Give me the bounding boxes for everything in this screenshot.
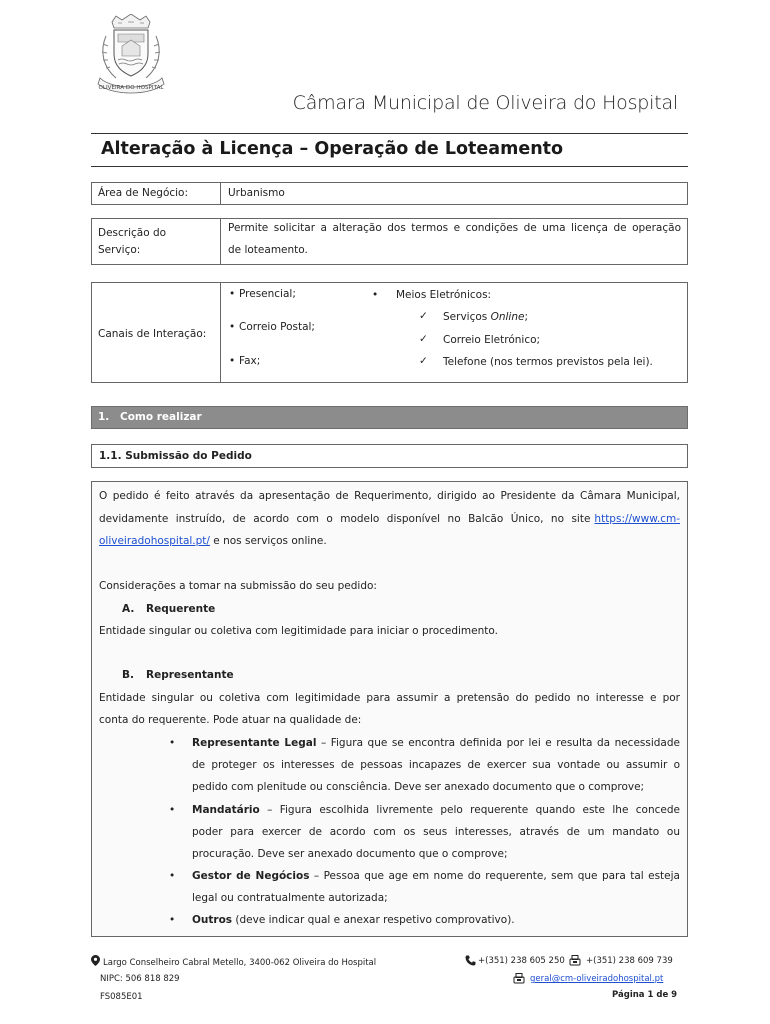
subsection-submissao [91, 444, 688, 468]
outros-line1: Outros (deve indicar qual e anexar respetivo comprovativo). [192, 914, 515, 926]
footer-nipc: NIPC: 506 818 829 [100, 974, 180, 984]
requerente-text: Entidade singular ou coletiva com legitimidade para iniciar o procedimento. [99, 625, 498, 637]
canal-bullet: • [229, 288, 236, 300]
page-number: Página 1 de 9 [612, 990, 678, 1000]
section-title: Como realizar [120, 411, 202, 423]
representante-legal-line2: de proteger os interesses de pessoas incapazes de exercer sua vontade ou assumir o [192, 759, 680, 771]
crest-ribbon-text: OLIVEIRA DO HOSPITAL [98, 85, 164, 91]
item-a-marker: A. [122, 603, 135, 615]
descricao-label-line1: Descrição do [98, 227, 167, 239]
footer-form-code: FS085E01 [100, 992, 143, 1002]
representante-line2: conta do requerente. Pode atuar na qualidade de: [99, 714, 362, 726]
body-p1-line3: oliveiradohospital.pt/ e nos serviços online. [99, 535, 327, 547]
location-pin-icon [91, 955, 100, 969]
area-negocio-label: Área de Negócio: [98, 187, 189, 199]
document-title: Alteração à Licença – Operação de Loteamento [101, 139, 564, 159]
check-icon: ✓ [419, 355, 428, 367]
descricao-label-line2: Serviço: [98, 244, 141, 256]
canal-bullet: • [229, 355, 236, 367]
representante-legal-line3: pedido com plenitude ou consciência. Deve ser anexado documento que o comprove; [192, 781, 645, 793]
canal-correio-eletronico: Correio Eletrónico; [443, 334, 541, 346]
section-como-realizar [91, 406, 688, 429]
footer-phone: +(351) 238 605 250 [478, 956, 565, 966]
footer-email-link[interactable]: geral@cm-oliveiradohospital.pt [530, 974, 664, 984]
representante-heading: Representante [146, 669, 234, 681]
canal-telefone: Telefone (nos termos previstos pela lei). [443, 356, 653, 368]
canal-correio-postal: Correio Postal; [239, 321, 315, 333]
municipality-name: Câmara Municipal de Oliveira do Hospital [292, 92, 678, 114]
item-b-marker: B. [122, 669, 134, 681]
email-icon [513, 973, 525, 987]
canais-label: Canais de Interação: [98, 328, 207, 340]
canal-bullet: • [229, 321, 236, 333]
descricao-value-line2: de loteamento. [228, 244, 308, 256]
footer-address: Largo Conselheiro Cabral Metello, 3400-062 Oliveira do Hospital [103, 958, 377, 968]
area-negocio-row [91, 182, 688, 205]
list-bullet: • [169, 914, 176, 926]
canal-fax: Fax; [239, 355, 261, 367]
canal-bullet: • [372, 289, 379, 301]
list-bullet: • [169, 804, 176, 816]
footer-fax: +(351) 238 609 739 [586, 956, 673, 966]
descricao-servico-row [91, 218, 688, 265]
canais-interacao-row [91, 282, 688, 383]
canal-presencial: Presencial; [239, 288, 296, 300]
mandatario-line2: poder para exercer de acordo com os seus interesses, através de um mandato ou [192, 826, 680, 838]
list-bullet: • [169, 870, 176, 882]
subsection-title: 1.1. Submissão do Pedido [99, 450, 252, 462]
gestor-negocios-line2: legal ou contratualmente autorizada; [192, 892, 388, 904]
section-number: 1. [98, 411, 110, 423]
canal-servicos-online: Serviços Online; [443, 311, 528, 323]
representante-legal-line1: Representante Legal – Figura que se encontra definida por lei e resulta da necessidade [192, 737, 680, 749]
title-top-rule [91, 133, 688, 134]
mandatario-line1: Mandatário – Figura escolhida livremente pelo requerente quando este lhe concede [192, 804, 680, 816]
body-p1-line1: O pedido é feito através da apresentação de Requerimento, dirigido ao Presidente da Câmara Municipal, [99, 490, 680, 502]
municipal-crest-logo [92, 14, 170, 98]
requerente-heading: Requerente [146, 603, 216, 615]
submission-body-box [91, 481, 688, 937]
balcao-unico-link-cont[interactable]: oliveiradohospital.pt/ [99, 535, 210, 547]
title-bottom-rule [91, 166, 688, 167]
canal-meios-eletronicos: Meios Eletrónicos: [396, 289, 492, 301]
gestor-negocios-line1: Gestor de Negócios – Pessoa que age em nome do requerente, sem que para tal esteja [192, 870, 680, 882]
descricao-value-line1: Permite solicitar a alteração dos termos e condições de uma licença de operação [228, 222, 681, 234]
representante-line1: Entidade singular ou coletiva com legitimidade para assumir a pretensão do pedido no interesse e por [99, 692, 680, 704]
body-p1-line2: devidamente instruído, de acordo com o modelo disponível no Balcão Único, no site https://www.cm- [99, 508, 680, 531]
consideracoes-text: Considerações a tomar na submissão do seu pedido: [99, 580, 377, 592]
balcao-unico-link[interactable]: https://www.cm- [594, 513, 680, 525]
phone-icon [465, 955, 476, 969]
check-icon: ✓ [419, 333, 428, 345]
list-bullet: • [169, 737, 176, 749]
mandatario-line3: procuração. Deve ser anexado documento que o comprove; [192, 848, 508, 860]
area-negocio-value: Urbanismo [228, 187, 285, 199]
check-icon: ✓ [419, 310, 428, 322]
fax-icon [569, 955, 581, 969]
